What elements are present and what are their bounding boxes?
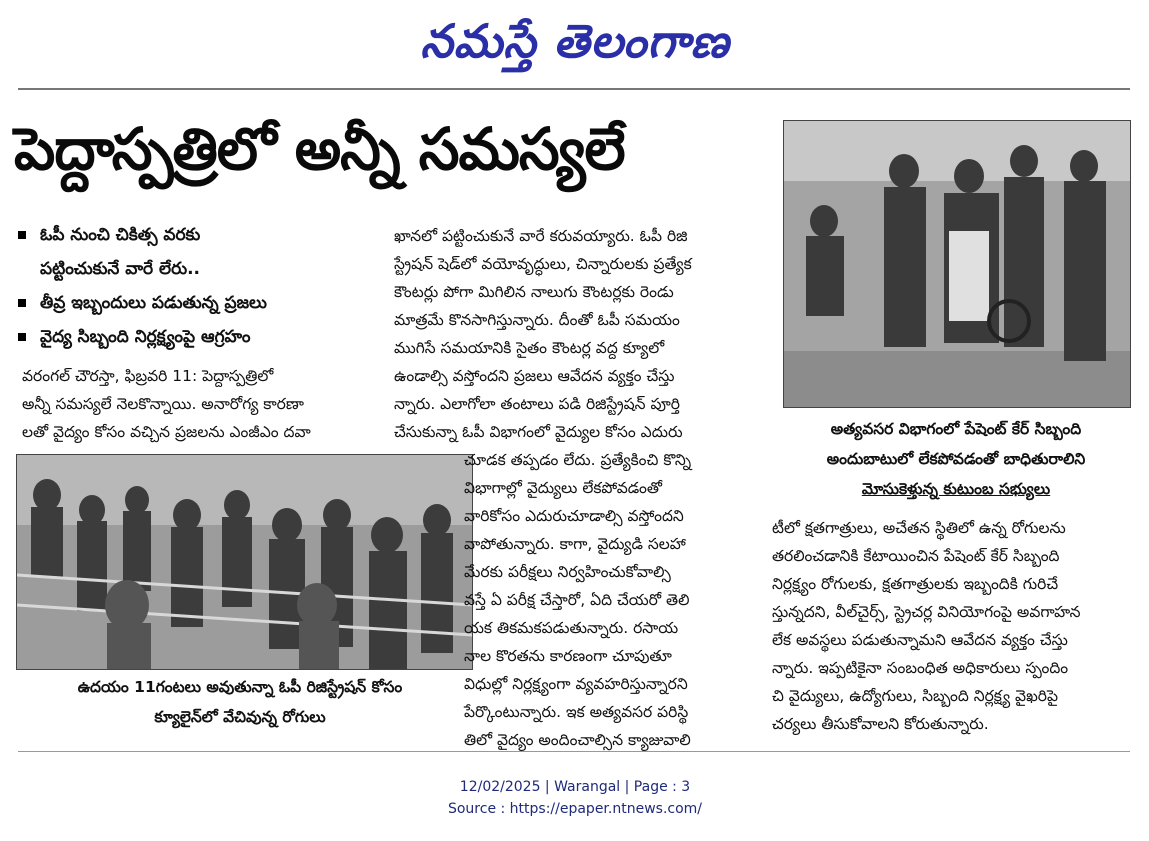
text-line: తిలో వైద్యం అందించాల్సిన క్యాజువాలి: [464, 731, 691, 749]
article-column-3: [772, 514, 1132, 738]
text-line: నాల కొరతను కారణంగా చూపుతూ: [464, 647, 672, 665]
text-line: చి వైద్యులు, ఉద్యోగులు, సిబ్బంది నిర్లక్ష్య వైఖరిపై: [772, 687, 1058, 705]
bullet-text: తీవ్ర ఇబ్బందులు పడుతున్న ప్రజలు: [40, 293, 267, 313]
bullet-square-icon: [18, 333, 26, 341]
text-line: చూడక తప్పడం లేదు. ప్రత్యేకించి కొన్ని: [464, 451, 692, 469]
bullet-square-icon: [18, 231, 26, 239]
article-column-2: [394, 222, 754, 754]
text-line: కౌంటర్లు పోగా మిగిలిన నాలుగు కౌంటర్లకు రెండు: [394, 283, 674, 301]
bullet-text: ఓపీ నుంచి చికిత్స వరకు: [40, 225, 201, 245]
text-line: విభాగాల్లో వైద్యులు లేకపోవడంతో: [464, 479, 662, 497]
bullet-square-icon: [18, 299, 26, 307]
bullet-text: వైద్య సిబ్బంది నిర్లక్ష్యంపై ఆగ్రహం: [40, 327, 251, 347]
top-divider: [18, 88, 1130, 90]
text-line: ముగిసే సమయానికి సైతం కౌంటర్ల వద్ద క్యూలో: [394, 339, 665, 357]
text-line: వాపోతున్నారు. కాగా, వైద్యుడి సలహా: [464, 535, 686, 553]
bullet-item: [18, 218, 378, 252]
emergency-photo-caption: [783, 414, 1129, 504]
text-line: ఉండాల్సి వస్తోందని ప్రజలు ఆవేదన వ్యక్తం చేస్తు: [394, 367, 675, 385]
text-line: యక తికమకపడుతున్నారు. రసాయ: [464, 619, 679, 637]
caption-line: అందుబాటులో లేకపోవడంతో బాధితురాలిని: [826, 450, 1086, 468]
bullet-item-continuation: పట్టించుకునే వారే లేరు..: [40, 259, 200, 279]
text-line: న్నారు. ఇప్పటికైనా సంబంధిత అధికారులు స్పందిం: [772, 659, 1069, 677]
caption-line: ఉదయం 11గంటలు అవుతున్నా ఓపీ రిజిస్ట్రేషన్ కోసం: [77, 678, 403, 696]
text-line: లతో వైద్యం కోసం వచ్చిన ప్రజలను ఎంజీఎం దవా: [22, 423, 311, 441]
text-line: తరలించడానికి కేటాయించిన పేషెంట్ కేర్ సిబ్బంది: [772, 547, 1060, 565]
text-line: చర్యలు తీసుకోవాలని కోరుతున్నారు.: [772, 715, 989, 733]
text-line: ఖానలో పట్టించుకునే వారే కరువయ్యారు. ఓపీ రిజి: [394, 227, 688, 245]
text-line: చేసుకున్నా ఓపీ విభాగంలో వైద్యుల కోసం ఎదురు: [394, 423, 683, 441]
text-line: న్నారు. ఎలాగోలా తంటాలు పడి రిజిస్ట్రేషన్ పూర్తి: [394, 395, 680, 413]
text-line: పేర్కొంటున్నారు. ఇక అత్యవసర పరిస్థి: [464, 703, 689, 721]
text-line: లేక అవస్థలు పడుతున్నామని ఆవేదన వ్యక్తం చేస్తు: [772, 631, 1068, 649]
bottom-divider: [18, 751, 1130, 752]
footer-source-link[interactable]: Source : https://epaper.ntnews.com/: [447, 801, 703, 817]
text-line: స్ట్రేషన్ షెడ్‌లో వయోవృద్ధులు, చిన్నారులకు ప్రత్యేక: [394, 255, 692, 273]
text-line: విధుల్లో నిర్లక్ష్యంగా వ్యవహరిస్తున్నారని: [464, 675, 688, 693]
emergency-ward-photo: [783, 120, 1131, 408]
text-line: వారికోసం ఎదురుచూడాల్సి వస్తోందని: [464, 507, 684, 525]
masthead-logo: నమస్తే తెలంగాణ: [420, 14, 730, 68]
text-line: అన్నీ సమస్యలే నెలకొన్నాయి. అనారోగ్య కారణా: [22, 395, 304, 413]
footer-date-page: 12/02/2025 | Warangal | Page : 3: [459, 779, 691, 795]
caption-line: మోసుకెళ్తున్న కుటుంబ సభ్యులు: [861, 480, 1051, 498]
text-line: వరంగల్ చౌరస్తా, ఫిబ్రవరి 11: పెద్దాస్పత్రిలో: [22, 367, 274, 385]
text-line: టీలో క్షతగాత్రులు, అచేతన స్థితిలో ఉన్న రోగులను: [772, 519, 1066, 537]
text-line: స్తున్నదని, వీల్‌చైర్స్, స్ట్రెచర్ల వినియోగంపై అవగాహన: [772, 603, 1081, 621]
text-line: మాత్రమే కొనసాగిస్తున్నారు. దీంతో ఓపీ సమయం: [394, 311, 680, 329]
bullet-item: [18, 320, 378, 354]
bullet-list: [18, 218, 378, 354]
text-line: నిర్లక్ష్యం రోగులకు, క్షతగాత్రులకు ఇబ్బందికి గురిచే: [772, 575, 1059, 593]
bullet-item: [18, 286, 378, 320]
text-line: మేరకు పరీక్షలు నిర్వహించుకోవాల్సి: [464, 563, 671, 581]
article-headline: పెద్దాస్పత్రిలో అన్నీ సమస్యలే: [14, 115, 625, 183]
article-column-1: [22, 362, 372, 446]
caption-line: అత్యవసర విభాగంలో పేషెంట్ కేర్ సిబ్బంది: [830, 420, 1082, 438]
caption-line: క్యూలైన్‌లో వేచివున్న రోగులు: [154, 708, 326, 726]
text-line: వస్తే ఏ పరీక్ష చేస్తారో, ఏది చేయరో తెలి: [464, 591, 690, 609]
